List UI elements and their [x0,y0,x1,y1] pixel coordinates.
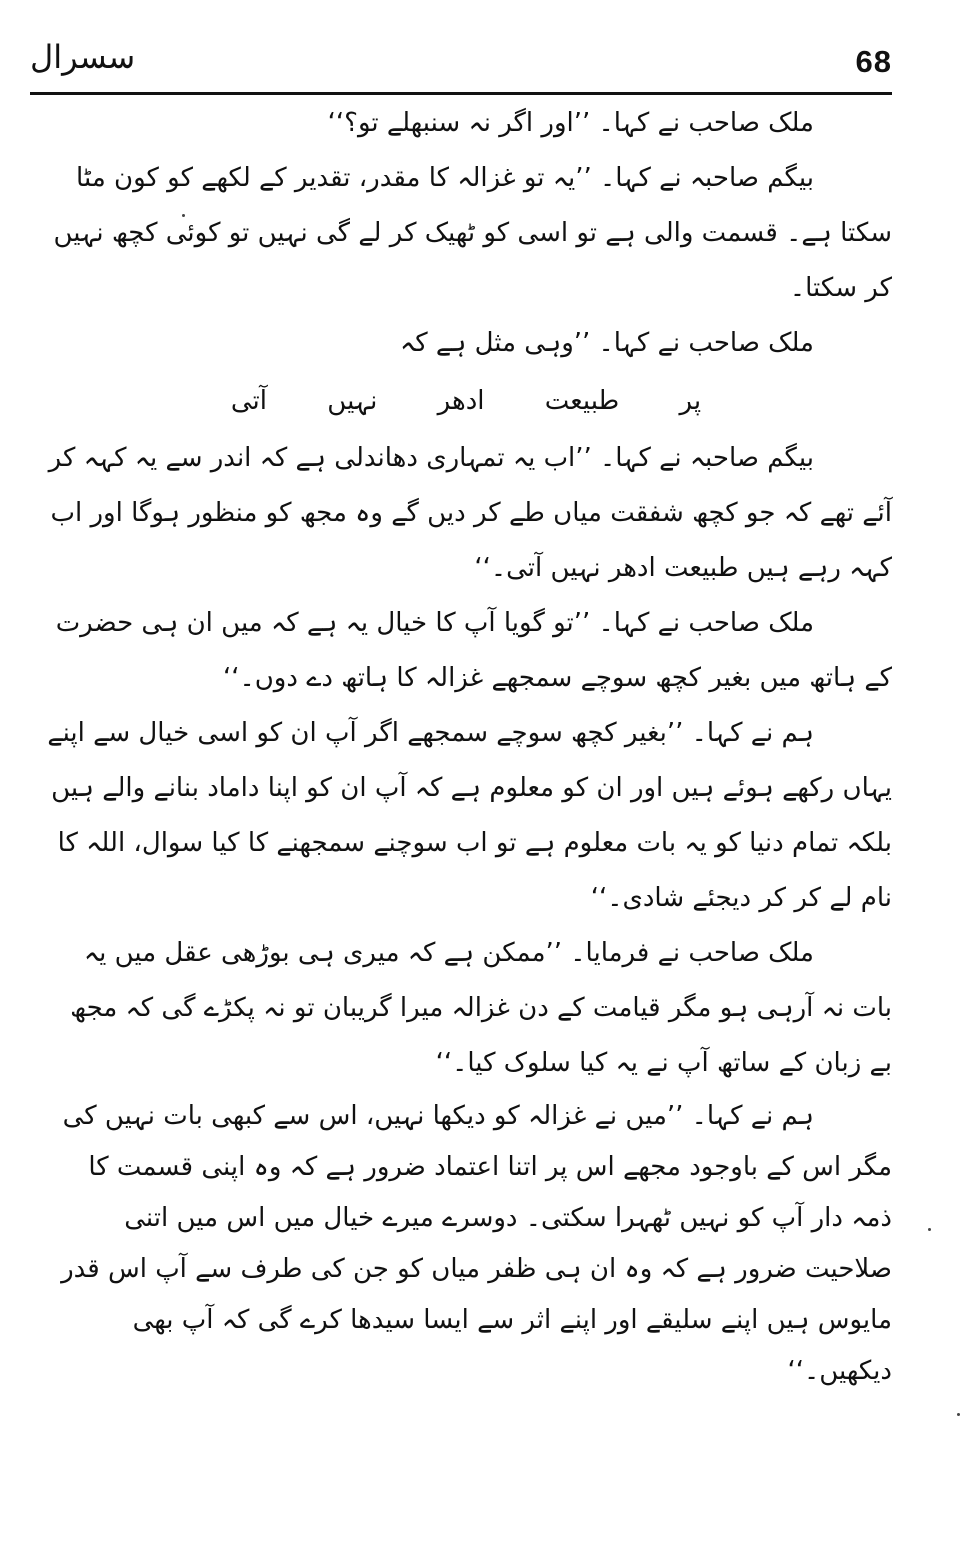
verse-word: آتی [230,386,268,416]
page-header [30,38,892,90]
verse-word: ادھر [437,386,485,416]
paragraph-5: ملک صاحب نے کہا۔ ’’تو گویا آپ کا خیال یہ ہے کہ میں ان ہی حضرت کے ہاتھ میں بغیر کچھ سوچے سمجھے غزالہ کا ہاتھ دے دوں۔‘‘ [55,608,892,693]
running-title: سسرال [30,38,136,76]
header-divider [30,92,892,95]
paragraph-8: ہم نے کہا۔ ’’میں نے غزالہ کو دیکھا نہیں، اس سے کبھی بات نہیں کی مگر اس کے باوجود مجھے اس پر اتنا اعتماد ضرور ہے کہ وہ اپنی قسمت کا ذمہ دار آپ کو نہیں ٹھہرا سکتی۔ دوسرے میرے خیال میں اس میں اتنی صلاحیت ضرور ہے کہ وہ ان ہی ظفر میاں کو جن کی طرف سے آپ اس قدر مایوس ہیں اپنے سلیقے اور اپنے اثر سے ایسا سیدھا کرے گی کہ آپ بھی دیکھیں۔‘‘ [61,1101,892,1386]
page-number: 68 [855,44,892,79]
verse-word: طبیعت [544,386,620,416]
paragraph-3: ملک صاحب نے کہا۔ ’’وہی مثل ہے کہ [399,328,814,358]
scan-speck [182,214,185,217]
paragraph-7: ملک صاحب نے فرمایا۔ ’’ممکن ہے کہ میری ہی بوڑھی عقل میں یہ بات نہ آرہی ہو مگر قیامت کے دن غزالہ میرا گریبان تو نہ پکڑے گی کہ مجھ بے زبان کے ساتھ آپ نے یہ کیا سلوک کیا۔‘‘ [70,938,892,1078]
verse-line [40,371,892,431]
scan-speck [957,1413,960,1416]
paragraph-1: ملک صاحب نے کہا۔ ’’اور اگر نہ سنبھلے تو؟‘‘ [327,108,814,138]
paragraph-4: بیگم صاحبہ نے کہا۔ ’’اب یہ تمہاری دھاندلی ہے کہ اندر سے یہ کہہ کر آئے تھے کہ جو کچھ شفقت میاں طے کر دیں گے وہ مجھ کو منظور ہوگا اور اب کہہ رہے ہیں طبیعت ادھر نہیں آتی۔‘‘ [48,443,892,583]
paragraph-6: ہم نے کہا۔ ’’بغیر کچھ سوچے سمجھے اگر آپ ان کو اسی خیال سے اپنے یہاں رکھے ہوئے ہیں اور ان کو معلوم ہے کہ آپ ان کو اپنا داماد بنانے والے ہیں بلکہ تمام دنیا کو یہ بات معلوم ہے تو اب سوچنے سمجھنے کا کیا سوال، اللہ کا نام لے کر کر دیجئے شادی۔‘‘ [47,718,892,913]
verse-word: پر [679,386,702,416]
page-body [40,96,892,1516]
paragraph-2: بیگم صاحبہ نے کہا۔ ’’یہ تو غزالہ کا مقدر، تقدیر کے لکھے کو کون مٹا سکتا ہے۔ قسمت والی ہے تو اسی کو ٹھیک کر لے گی نہیں تو کوئی کچھ نہیں کر سکتا۔ [53,163,892,303]
scan-speck [928,1228,931,1231]
verse-word: نہیں [327,386,378,416]
